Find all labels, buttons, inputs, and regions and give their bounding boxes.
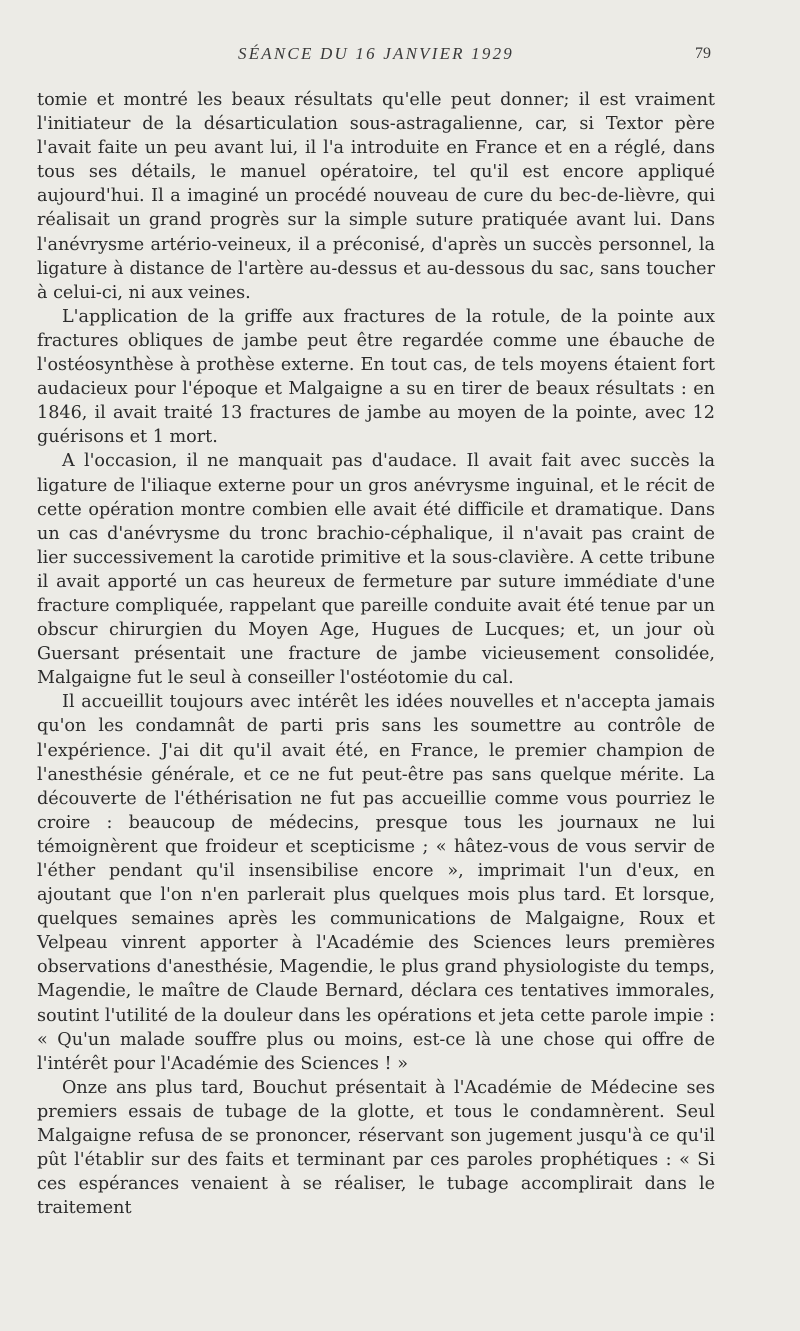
running-title: SÉANCE DU 16 JANVIER 1929 xyxy=(238,44,514,63)
running-head xyxy=(36,44,716,68)
body-text xyxy=(37,88,715,1220)
paragraph: Onze ans plus tard, Bouchut présentait à l'Académie de Médecine ses premiers essais de tubage de la glotte, et tous le condamnèrent. Seul Malgaigne refusa de se prononcer, réservant son jugement jusqu'à ce qu'il pût l'établir sur des faits et terminant par ces paroles prophétiques : « Si ces espérances venaient à se réaliser, le tubage accomplirait dans le traitement xyxy=(37,1077,715,1219)
page-number: 79 xyxy=(695,45,711,62)
paragraph: A l'occasion, il ne manquait pas d'audace. Il avait fait avec succès la ligature de l'iliaque externe pour un gros anévrysme inguinal, et le récit de cette opération montre combien elle avait été difficile et dramatique. Dans un cas d'anévrysme du tronc brachio-céphalique, il n'avait pas craint de lier successivement la carotide primitive et la sous-clavière. A cette tribune il avait apporté un cas heureux de fermeture par suture immédiate d'une fracture compliquée, rappelant que pareille conduite avait été tenue par un obscur chirurgien du Moyen Age, Hugues de Lucques; et, un jour où Guersant présentait une fracture de jambe vicieusement consolidée, Malgaigne fut le seul à conseiller l'ostéotomie du cal. xyxy=(37,451,715,689)
paragraph: Il accueillit toujours avec intérêt les idées nouvelles et n'accepta jamais qu'on les condamnât de parti pris sans les soumettre au contrôle de l'expérience. J'ai dit qu'il avait été, en France, le premier champion de l'anesthésie générale, et ce ne fut peut-être pas sans quelque mérite. La découverte de l'éthérisation ne fut pas accueillie comme vous pourriez le croire : beaucoup de médecins, presque tous les journaux ne lui témoignèrent que froideur et scepticisme ; « hâtez-vous de vous servir de l'éther pendant qu'il insensibilise encore », imprimait l'un d'eux, en ajoutant que l'on n'en parlerait plus quelques mois plus tard. Et lorsque, quelques semaines après les communications de Malgaigne, Roux et Velpeau vinrent apporter à l'Académie des Sciences leurs premières observations d'anesthésie, Magendie, le plus grand physiologiste du temps, Magendie, le maître de Claude Bernard, déclara ces tentatives immorales, soutint l'utilité de la douleur dans les opérations et jeta cette parole impie : « Qu'un malade souffre plus ou moins, est-ce là une chose qui offre de l'intérêt pour l'Académie des Sciences ! » xyxy=(37,692,715,1074)
paragraph: L'application de la griffe aux fractures de la rotule, de la pointe aux fractures obliques de jambe peut être regardée comme une ébauche de l'ostéosynthèse à prothèse externe. En tout cas, de tels moyens étaient fort audacieux pour l'époque et Malgaigne a su en tirer de beaux résultats : en 1846, il avait traité 13 fractures de jambe au moyen de la pointe, avec 12 guérisons et 1 mort. xyxy=(37,306,715,448)
paragraph: tomie et montré les beaux résultats qu'elle peut donner; il est vraiment l'initiateur de la désarticulation sous-astragalienne, car, si Textor père l'avait faite un peu avant lui, il l'a introduite en France et en a réglé, dans tous ses détails, le manuel opératoire, tel qu'il est encore appliqué aujourd'hui. Il a imaginé un procédé nouveau de cure du bec-de-lièvre, qui réalisait un grand progrès sur la simple suture pratiquée avant lui. Dans l'anévrysme artério-veineux, il a préconisé, d'après un succès personnel, la ligature à distance de l'artère au-dessus et au-dessous du sac, sans toucher à celui-ci, ni aux veines. xyxy=(37,90,715,303)
